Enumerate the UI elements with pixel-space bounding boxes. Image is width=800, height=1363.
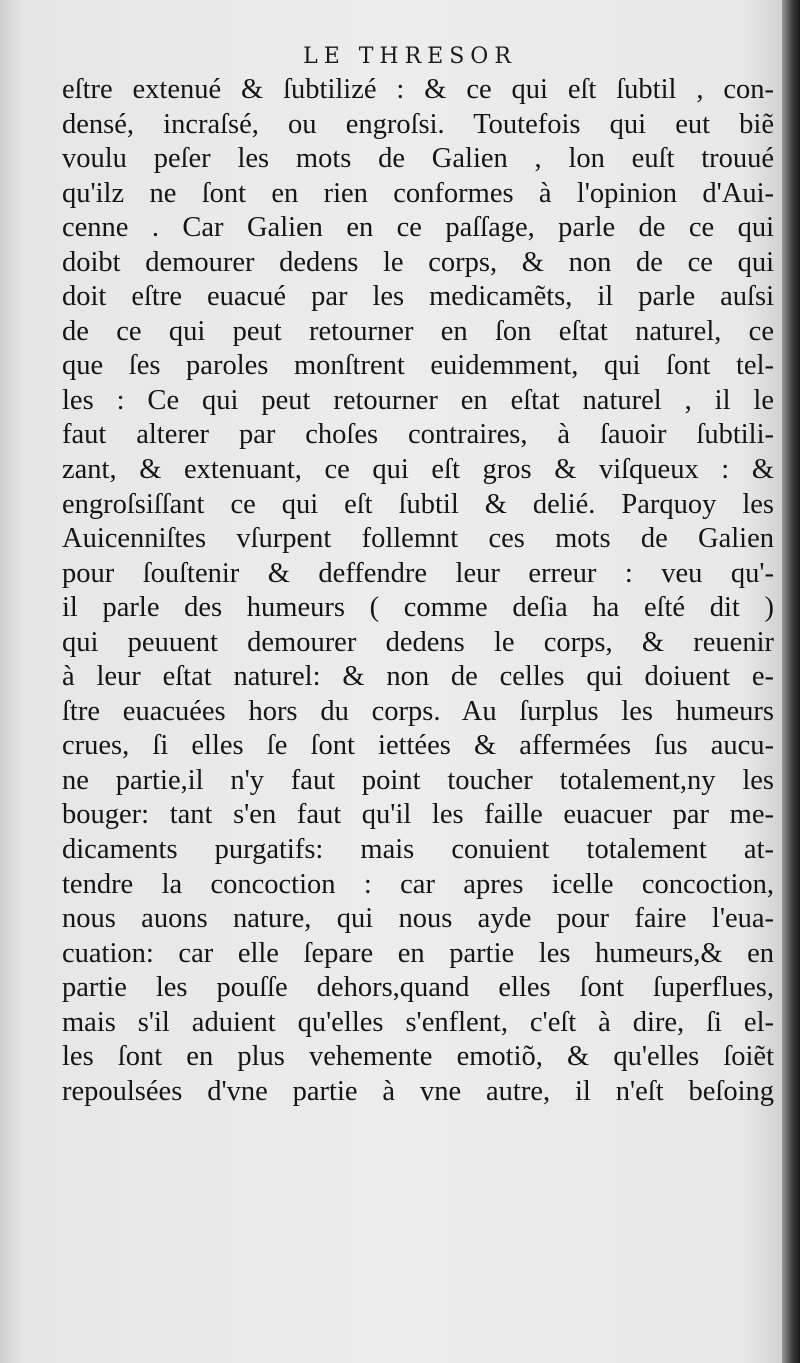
text-line: qui peuuent demourer dedens le corps, & reuenir (62, 626, 774, 658)
text-line: les : Ce qui peut retourner en eſtat naturel , il le (62, 384, 774, 416)
text-line: que ſes paroles monſtrent euidemment, qui ſont tel- (62, 350, 774, 382)
text-line: les ſont en plus vehemente emotiõ, & qu'elles ſoiẽt (62, 1041, 774, 1073)
text-line: doit eſtre euacué par les medicamẽts, il parle auſsi (62, 281, 774, 313)
text-line: engroſsiſſant ce qui eſt ſubtil & delié. Parquoy les (62, 488, 774, 520)
body-text (62, 73, 774, 1109)
text-line: à leur eſtat naturel: & non de celles qui doiuent e- (62, 661, 774, 693)
text-line: densé, incraſsé, ou engroſsi. Toutefois qui eut biẽ (62, 108, 774, 140)
text-line: il parle des humeurs ( comme deſia ha eſté dit ) (62, 592, 774, 624)
text-line: dicaments purgatifs: mais conuient totalement at- (62, 834, 774, 866)
text-line: partie les pouſſe dehors,quand elles ſont ſuperflues, (62, 972, 774, 1004)
text-line: crues, ſi elles ſe ſont iettées & affermées ſus aucu- (62, 730, 774, 762)
text-line: pour ſouſtenir & deffendre leur erreur : veu qu'- (62, 557, 774, 589)
text-line: ſtre euacuées hors du corps. Au ſurplus les humeurs (62, 695, 774, 727)
text-line: ne partie,il n'y faut point toucher totalement,ny les (62, 764, 774, 796)
page-edge-shadow (782, 0, 800, 1363)
text-line: cuation: car elle ſepare en partie les humeurs,& en (62, 937, 774, 969)
text-line: nous auons nature, qui nous ayde pour faire l'eua- (62, 903, 774, 935)
text-line: Auicenniſtes vſurpent follemnt ces mots de Galien (62, 523, 774, 555)
text-line: faut alterer par choſes contraires, à ſauoir ſubtili- (62, 419, 774, 451)
text-line: cenne . Car Galien en ce paſſage, parle de ce qui (62, 212, 774, 244)
text-line: qu'ilz ne ſont en rien conformes à l'opinion d'Aui- (62, 177, 774, 209)
text-line: tendre la concoction : car apres icelle concoction, (62, 868, 774, 900)
text-line: voulu peſer les mots de Galien , lon euſt trouué (62, 143, 774, 175)
text-line: doibt demourer dedens le corps, & non de ce qui (62, 246, 774, 278)
text-line: mais s'il aduient qu'elles s'enflent, c'eſt à dire, ſi el- (62, 1006, 774, 1038)
text-line: bouger: tant s'en faut qu'il les faille euacuer par me- (62, 799, 774, 831)
text-line: repoulsées d'vne partie à vne autre, il n'eſt beſoing (62, 1075, 774, 1107)
text-line: de ce qui peut retourner en ſon eſtat naturel, ce (62, 315, 774, 347)
text-line: zant, & extenuant, ce qui eſt gros & viſqueux : & (62, 454, 774, 486)
text-line: eſtre extenué & ſubtilizé : & ce qui eſt ſubtil , con- (62, 74, 774, 105)
running-head: LE THRESOR (303, 44, 517, 69)
